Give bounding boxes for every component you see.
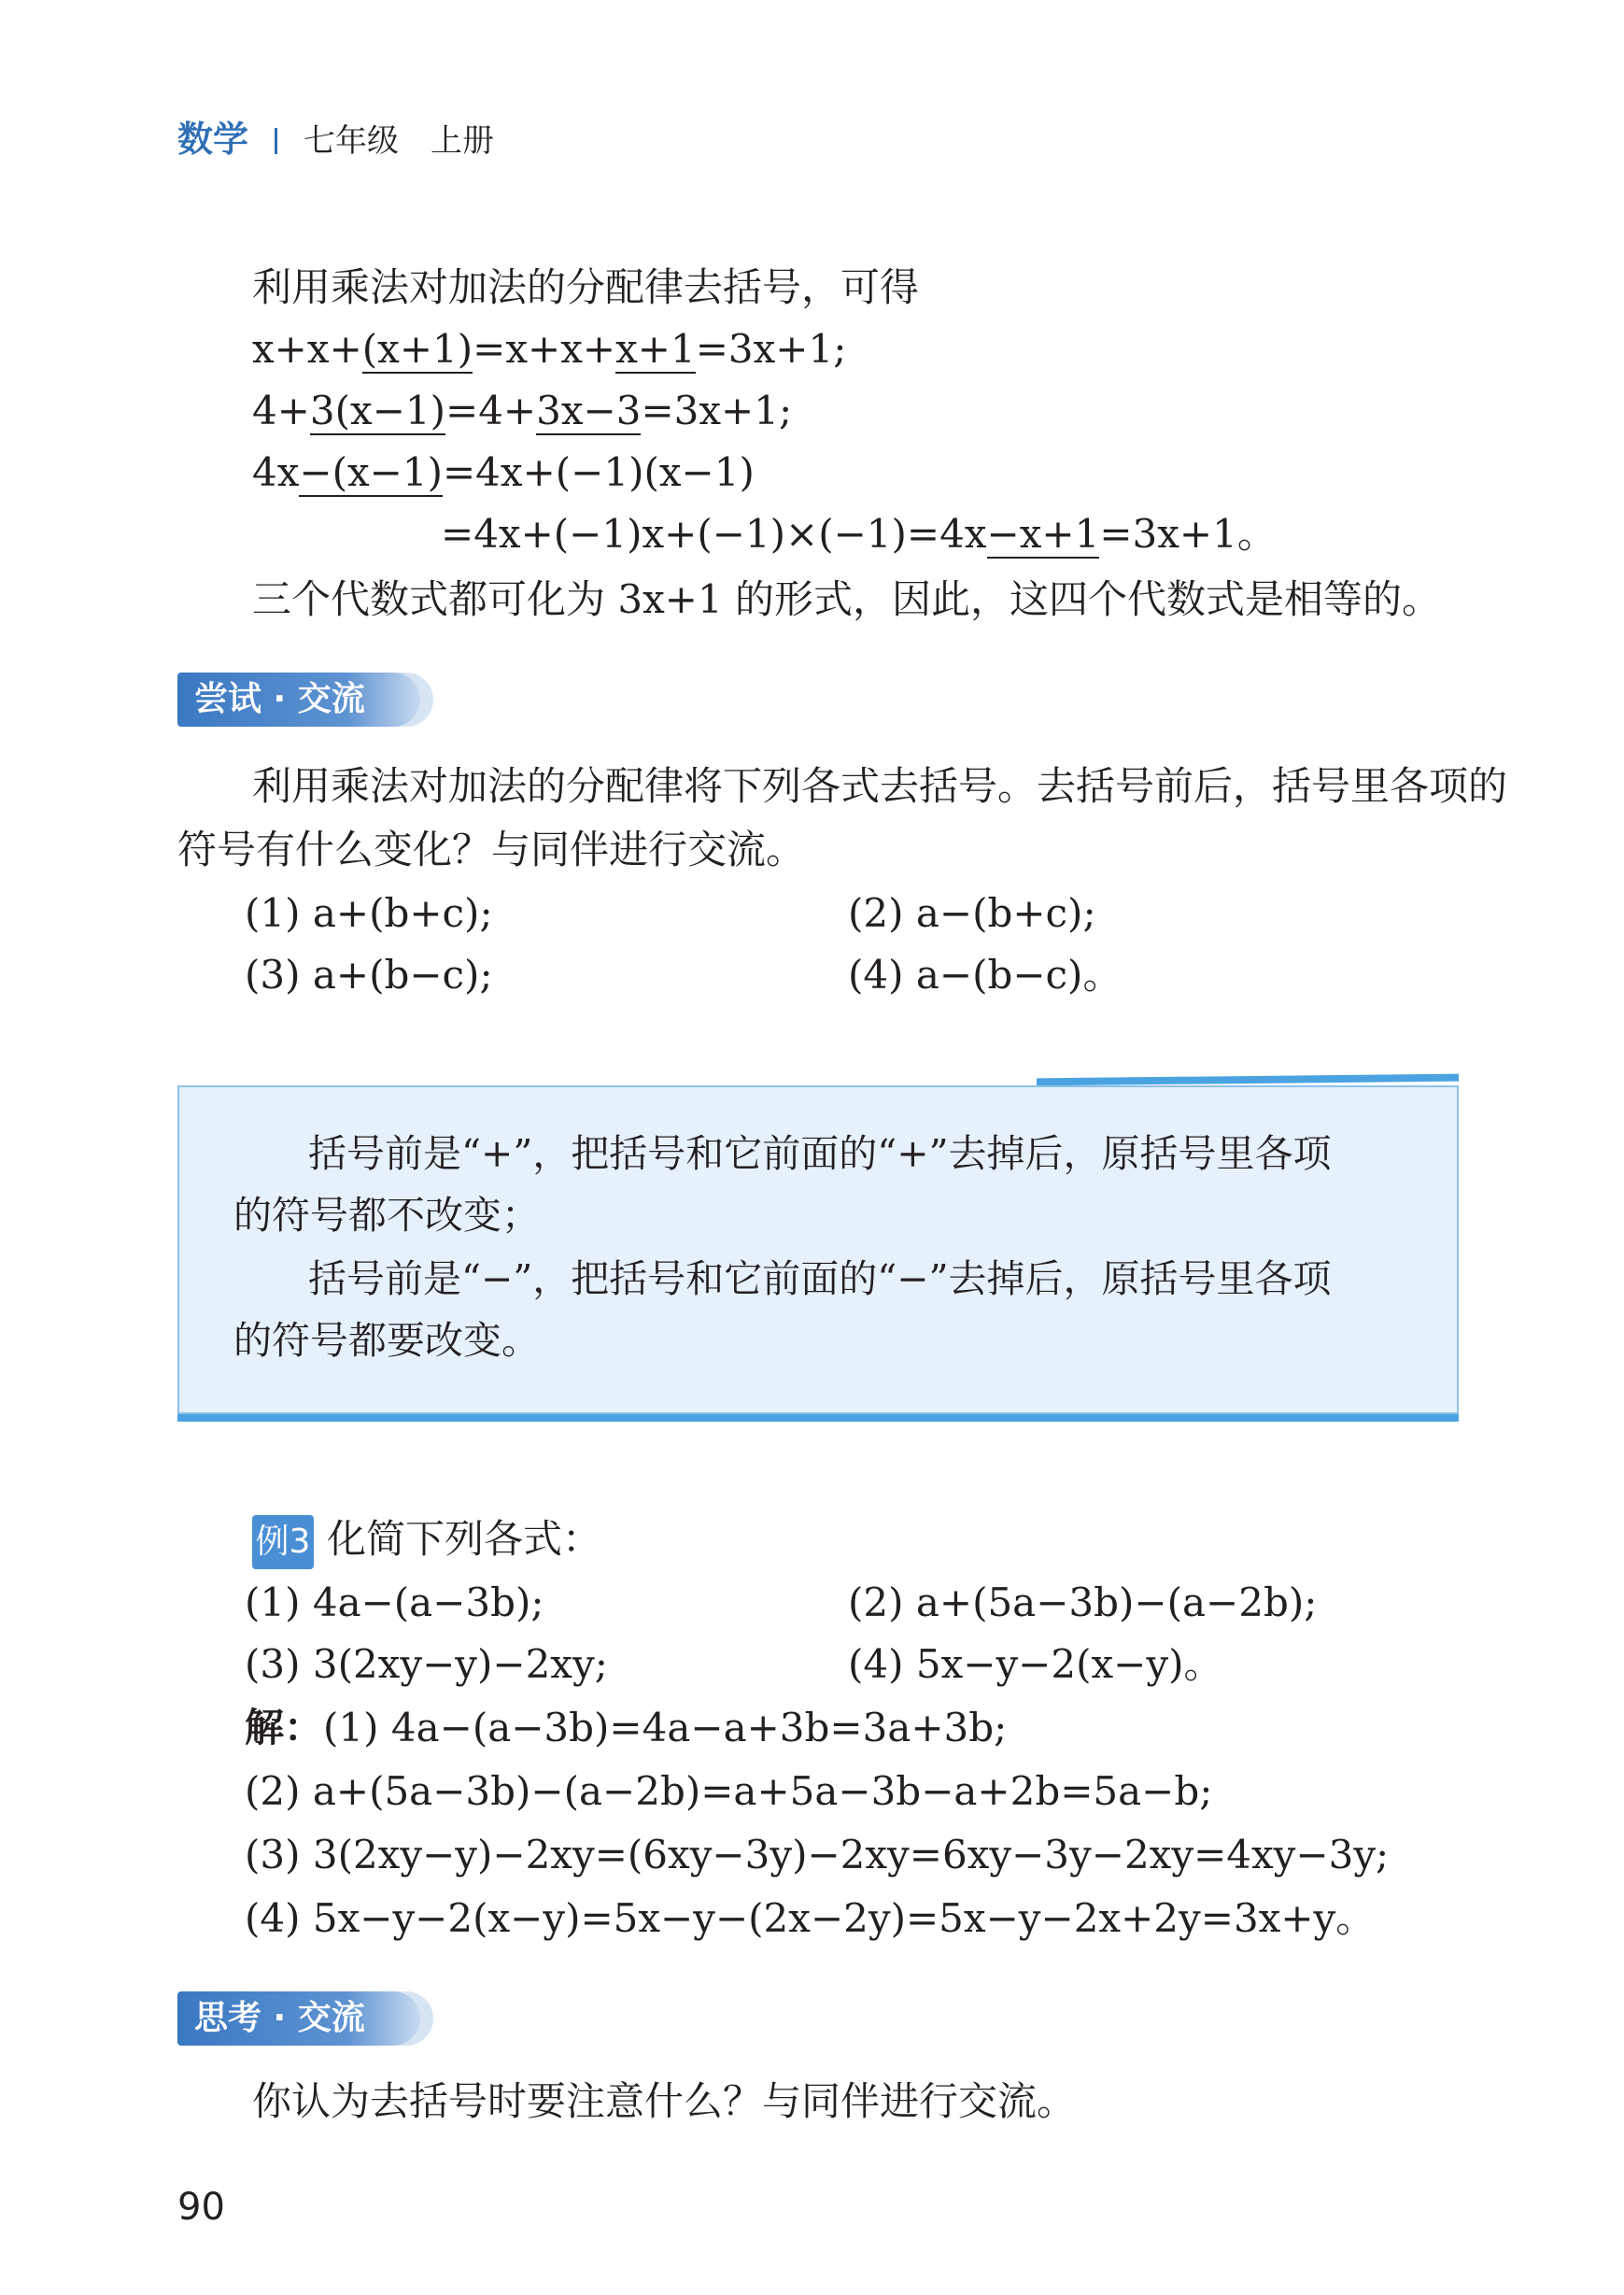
example-problem-2: (2) a+(5a−3b)−(a−2b);	[848, 1580, 1318, 1625]
subject-title: 数学	[177, 119, 249, 160]
rule-line-4: 的符号都要改变。	[233, 1318, 540, 1363]
solution-3: (3) 3(2xy−y)−2xy=(6xy−3y)−2xy=6xy−3y−2xy=4xy−3y;	[245, 1832, 1390, 1877]
try-item-2: (2) a−(b+c);	[848, 890, 1096, 936]
intro-conclusion: 三个代数式都可化为 3x+1 的形式，因此，这四个代数式是相等的。	[252, 576, 1442, 622]
think-text: 你认为去括号时要注意什么？与同伴进行交流。	[252, 2078, 1077, 2124]
tag-tail-decoration	[396, 1991, 433, 2046]
intro-lead: 利用乘法对加法的分配律去括号，可得	[252, 264, 920, 310]
page-number: 90	[177, 2186, 225, 2229]
rule-line-2: 的符号都不改变；	[233, 1193, 540, 1238]
solution-label: 解：	[245, 1705, 324, 1750]
example-problem-1: (1) 4a−(a−3b);	[245, 1580, 544, 1625]
eq1-part-c: =x+x+	[473, 326, 616, 372]
eq2-part-e: =3x+1;	[641, 388, 793, 433]
solution-2: (2) a+(5a−3b)−(a−2b)=a+5a−3b−a+2b=5a−b;	[245, 1768, 1213, 1814]
try-item-1: (1) a+(b+c);	[245, 890, 493, 936]
example-badge: 例3	[252, 1515, 314, 1569]
grade-title: 七年级 上册	[304, 122, 495, 160]
eq3-part-c: =4x+(−1)(x−1)	[442, 449, 755, 495]
eq4-underlined: −x+1	[986, 511, 1100, 557]
example-problem-3: (3) 3(2xy−y)−2xy;	[245, 1641, 608, 1687]
solution-line-1	[245, 1700, 1007, 1756]
solution-4: (4) 5x−y−2(x−y)=5x−y−(2x−2y)=5x−y−2x+2y=3x+y。	[245, 1895, 1376, 1941]
try-text-1: 利用乘法对加法的分配律将下列各式去括号。去括号前后，括号里各项的	[252, 763, 1508, 809]
eq2-underlined-1: 3(x−1)	[309, 388, 446, 433]
eq3-part-a: 4x	[252, 449, 300, 495]
eq1-underlined-1: (x+1)	[361, 326, 473, 372]
intro-eq-3	[252, 445, 755, 501]
eq4-part-a: =4x+(−1)x+(−1)×(−1)=4x	[441, 511, 987, 557]
intro-eq-4	[441, 506, 1277, 562]
try-item-4: (4) a−(b−c)。	[848, 952, 1123, 998]
eq2-part-c: =4+	[445, 388, 537, 433]
think-discuss-label: 思考 · 交流	[194, 1999, 365, 2037]
rule-box-bottom-accent	[177, 1414, 1459, 1422]
header-divider	[275, 128, 277, 154]
try-text-2: 符号有什么变化？与同伴进行交流。	[177, 827, 806, 872]
eq1-underlined-2: x+1	[615, 326, 696, 372]
eq1-part-a: x+x+	[252, 326, 362, 372]
example-problem-4: (4) 5x−y−2(x−y)。	[848, 1641, 1223, 1687]
eq1-part-e: =3x+1;	[695, 326, 847, 372]
page-header	[177, 110, 494, 162]
try-discuss-tag	[177, 673, 420, 727]
try-discuss-label: 尝试 · 交流	[194, 680, 365, 718]
rule-line-3: 括号前是“−”，把括号和它前面的“−”去掉后，原括号里各项	[308, 1256, 1332, 1301]
intro-eq-1	[252, 321, 846, 377]
example-3-heading	[252, 1511, 601, 1569]
eq2-underlined-2: 3x−3	[536, 388, 642, 433]
solution-1: (1) 4a−(a−3b)=4a−a+3b=3a+3b;	[323, 1705, 1008, 1750]
tag-tail-decoration	[396, 673, 433, 727]
eq3-underlined: −(x−1)	[299, 449, 443, 495]
eq2-part-a: 4+	[252, 388, 310, 433]
think-discuss-tag	[177, 1991, 420, 2046]
eq4-part-c: =3x+1。	[1099, 511, 1277, 557]
try-item-3: (3) a+(b−c);	[245, 952, 493, 998]
rule-box-top-accent	[1037, 1074, 1459, 1086]
rule-line-1: 括号前是“+”，把括号和它前面的“+”去掉后，原括号里各项	[308, 1131, 1332, 1176]
intro-eq-2	[252, 383, 792, 439]
example-title: 化简下列各式：	[327, 1516, 602, 1562]
